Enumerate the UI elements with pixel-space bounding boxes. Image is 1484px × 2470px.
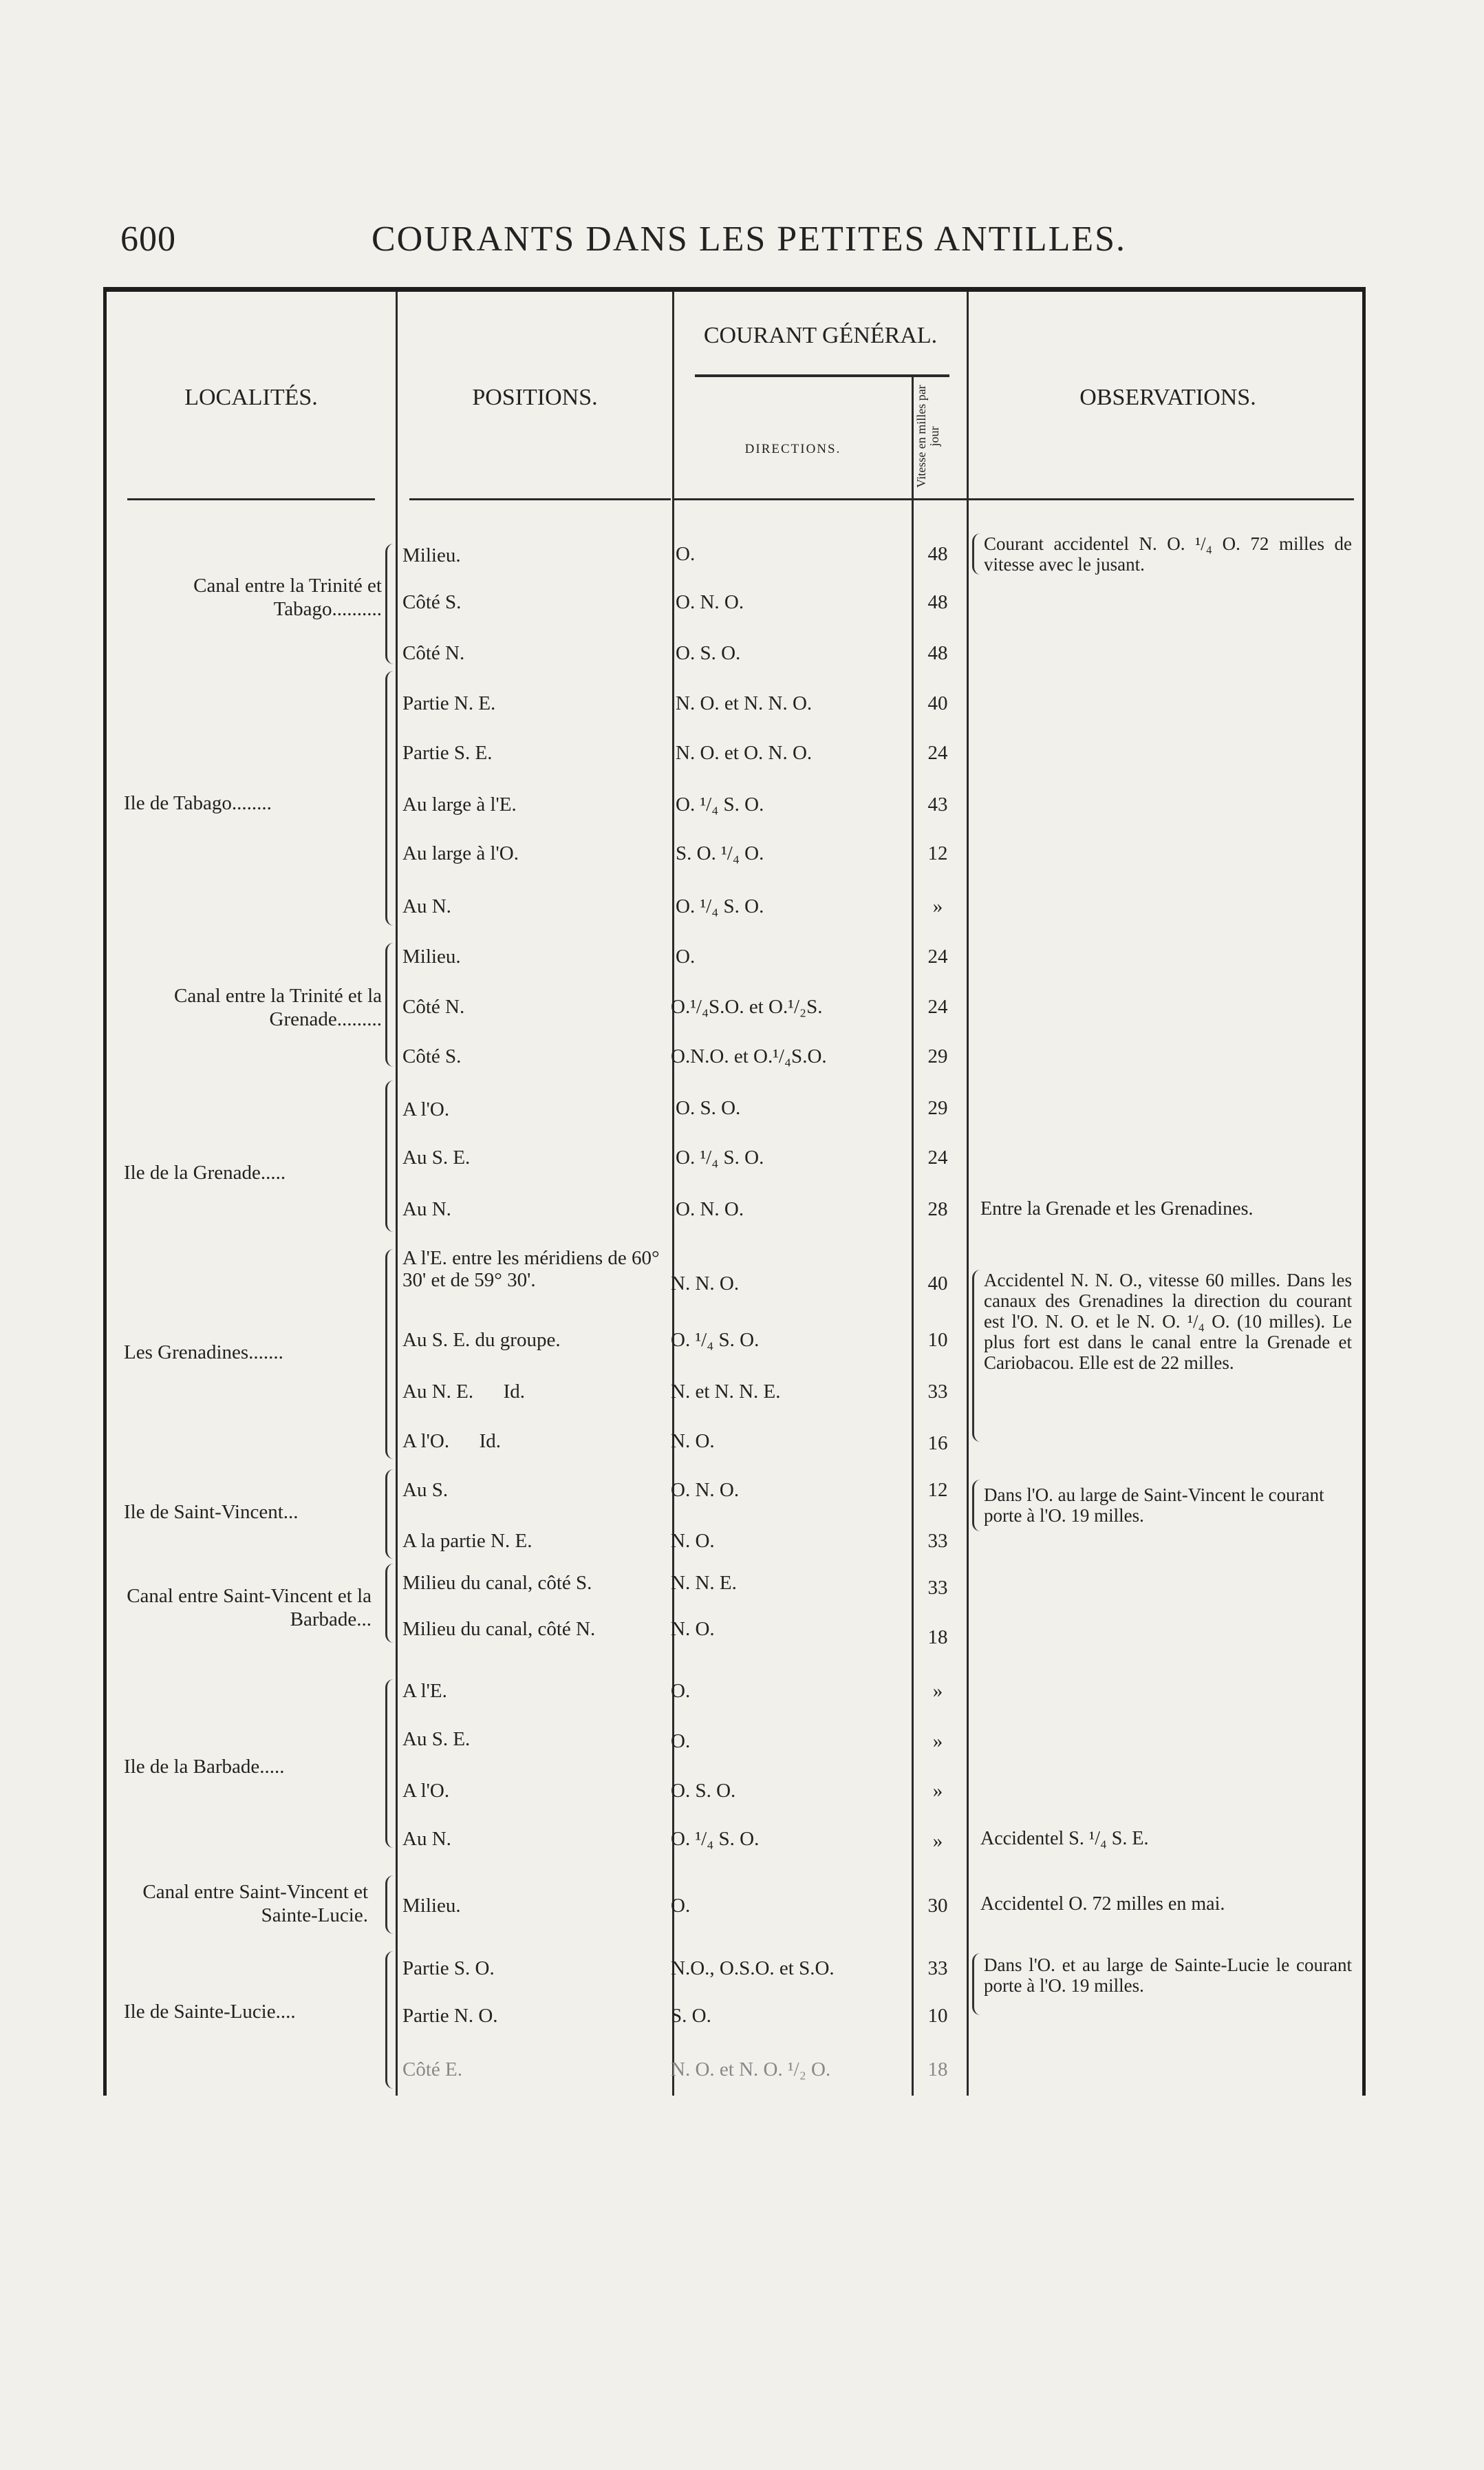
grouping-brace [385, 671, 394, 926]
position-cell: Partie S. O. [402, 1957, 495, 1979]
direction-cell: N. O. et O. N. O. [676, 742, 813, 764]
observation-text: Courant accidentel N. O. ¹/₄ O. 72 milles de vitesse avec le jusant. [984, 533, 1352, 575]
direction-cell: O. [671, 1680, 691, 1702]
direction-cell: O. [676, 946, 696, 968]
header-rule [969, 498, 1354, 500]
direction-cell: O. [671, 1730, 691, 1752]
position-cell: Milieu du canal, côté N. [402, 1618, 596, 1640]
position-cell: A l'O. [402, 1098, 450, 1120]
locality-label: Canal entre Saint-Vincent et la Barbade... [127, 1585, 372, 1630]
speed-cell: 24 [927, 742, 948, 764]
position-cell: Au S. E. [402, 1147, 471, 1169]
speed-cell: 10 [927, 1329, 948, 1351]
position-cell: Côté S. [402, 591, 462, 613]
position-cell: Côté S. [402, 1045, 462, 1067]
direction-cell: O. [676, 543, 696, 565]
position-cell: Au N. [402, 895, 451, 917]
locality-label: Ile de la Barbade..... [124, 1756, 285, 1778]
column-rule [672, 292, 674, 2096]
observation-brace [972, 1953, 980, 2015]
position-cell: A l'E. [402, 1680, 447, 1702]
grouping-brace [385, 943, 394, 1067]
page-number: 600 [120, 220, 176, 259]
column-rule [967, 292, 969, 2096]
position-cell: Milieu. [402, 1895, 461, 1917]
speed-cell: 28 [927, 1198, 948, 1220]
speed-cell: 16 [927, 1432, 948, 1454]
column-rule [396, 292, 398, 2096]
direction-cell: S. O. ¹/₄ O. [676, 842, 764, 864]
position-cell: Milieu du canal, côté S. [402, 1572, 592, 1594]
direction-cell: N. N. O. [671, 1273, 740, 1295]
locality-label: Canal entre la Trinité et la Grenade......... [173, 985, 382, 1030]
speed-cell: 24 [927, 996, 948, 1018]
direction-cell: N. O. et N. N. O. [676, 692, 813, 714]
speed-cell: 18 [927, 2058, 948, 2080]
direction-cell: O. N. O. [676, 591, 744, 613]
direction-cell: O. N. O. [676, 1198, 744, 1220]
speed-cell: 33 [927, 1530, 948, 1552]
speed-cell: 29 [927, 1045, 948, 1067]
speed-cell: » [932, 895, 943, 917]
locality-label: Canal entre la Trinité et Tabago.......... [193, 575, 382, 620]
observation-text: Accidentel N. N. O., vitesse 60 milles. Dans les canaux des Grenadines la direction du courant est l'O. N. O. et le N. O. ¹/₄ O. (10 milles). Le plus fort est dans le canal entre la Grenade et Cariobacou. Elle est de 22 milles. [984, 1270, 1352, 1373]
grouping-brace [385, 1875, 394, 1934]
direction-cell: O. ¹/₄ S. O. [676, 794, 764, 816]
position-cell: Partie N. E. [402, 692, 496, 714]
direction-cell: N. et N. N. E. [671, 1381, 781, 1403]
direction-cell: N. N. E. [671, 1572, 737, 1594]
direction-cell: S. O. [671, 2005, 711, 2027]
header-directions: DIRECTIONS. [744, 442, 841, 456]
position-cell: Milieu. [402, 544, 461, 566]
header-rule [674, 498, 912, 500]
position-cell: Partie S. E. [402, 742, 493, 764]
position-cell: Au N. E. Id. [402, 1381, 526, 1403]
observation-brace [972, 533, 980, 575]
grouping-brace [385, 1249, 394, 1459]
position-cell: Au S. E. du groupe. [402, 1329, 561, 1351]
page-header [120, 219, 1139, 267]
direction-cell: N.O., O.S.O. et S.O. [671, 1957, 835, 1979]
speed-cell: 33 [927, 1957, 948, 1979]
direction-cell: O.N.O. et O.¹/₄S.O. [671, 1045, 827, 1067]
speed-cell: 12 [927, 1479, 948, 1501]
locality-label: Ile de Tabago........ [124, 792, 272, 814]
position-cell: Côté N. [402, 996, 465, 1018]
speed-cell: » [932, 1680, 943, 1702]
direction-cell: N. O. et N. O. ¹/₂ O. [671, 2058, 831, 2080]
speed-cell: 33 [927, 1381, 948, 1403]
position-cell: Côté E. [402, 2058, 462, 2080]
direction-cell: N. O. [671, 1618, 715, 1640]
observation-text: Entre la Grenade et les Grenadines. [980, 1198, 1254, 1220]
direction-cell: O. S. O. [676, 1097, 741, 1119]
grouping-brace [385, 1564, 394, 1643]
position-cell: Milieu. [402, 946, 461, 968]
speed-cell: 40 [927, 1273, 948, 1295]
header-rule [127, 498, 375, 500]
speed-cell: » [932, 1830, 943, 1852]
speed-cell: » [932, 1780, 943, 1802]
position-cell: A l'O. Id. [402, 1430, 501, 1452]
direction-cell: N. O. [671, 1430, 715, 1452]
position-cell: Au N. [402, 1198, 451, 1220]
position-cell: A l'E. entre les méridiens de 60° 30' et de 59° 30'. [402, 1247, 660, 1291]
speed-cell: 33 [927, 1577, 948, 1599]
speed-cell: 48 [927, 591, 948, 613]
header-localites: LOCALITÉS. [184, 385, 318, 410]
speed-cell: 30 [927, 1895, 948, 1917]
position-cell: Partie N. O. [402, 2005, 498, 2027]
speed-cell: 43 [927, 794, 948, 816]
grouping-brace [385, 1679, 394, 1848]
position-cell: A la partie N. E. [402, 1530, 533, 1552]
direction-cell: O. [671, 1895, 691, 1917]
observation-brace [972, 1270, 980, 1442]
page-title: COURANTS DANS LES PETITES ANTILLES. [372, 220, 1127, 259]
header-positions: POSITIONS. [472, 385, 598, 410]
speed-cell: 40 [927, 692, 948, 714]
speed-cell: » [932, 1730, 943, 1752]
speed-cell: 18 [927, 1626, 948, 1648]
direction-cell: N. O. [671, 1530, 715, 1552]
direction-cell: O. ¹/₄ S. O. [671, 1828, 760, 1850]
direction-cell: O. ¹/₄ S. O. [676, 895, 764, 917]
grouping-brace [385, 1469, 394, 1559]
observation-text: Accidentel S. ¹/₄ S. E. [980, 1828, 1149, 1849]
grouping-brace [385, 1080, 394, 1232]
speed-cell: 10 [927, 2005, 948, 2027]
observation-text: Accidentel O. 72 milles en mai. [980, 1893, 1225, 1915]
observation-text: Dans l'O. au large de Saint-Vincent le courant porte à l'O. 19 milles. [984, 1484, 1324, 1526]
position-cell: Au large à l'O. [402, 842, 519, 864]
speed-cell: 12 [927, 842, 948, 864]
position-cell: Au S. [402, 1479, 449, 1501]
header-rule [914, 498, 967, 500]
grouping-brace [385, 544, 394, 664]
position-cell: Au N. [402, 1828, 451, 1850]
direction-cell: O. N. O. [671, 1479, 740, 1501]
speed-cell: 29 [927, 1097, 948, 1119]
speed-cell: 48 [927, 543, 948, 565]
direction-cell: O. ¹/₄ S. O. [676, 1147, 764, 1169]
direction-cell: O. ¹/₄ S. O. [671, 1329, 760, 1351]
header-rule [695, 374, 949, 377]
speed-cell: 24 [927, 1147, 948, 1169]
position-cell: Côté N. [402, 642, 465, 664]
locality-label: Ile de Sainte-Lucie.... [124, 2001, 296, 2023]
header-observations: OBSERVATIONS. [1079, 385, 1256, 410]
direction-cell: O.¹/₄S.O. et O.¹/₂S. [671, 996, 823, 1018]
observation-text: Dans l'O. et au large de Sainte-Lucie le courant porte à l'O. 19 milles. [984, 1955, 1352, 1996]
locality-label: Ile de Saint-Vincent... [124, 1501, 299, 1523]
position-cell: Au S. E. [402, 1728, 471, 1750]
direction-cell: O. S. O. [671, 1780, 736, 1802]
header-courant-general: COURANT GÉNÉRAL. [703, 323, 938, 348]
header-vitesse: Vitesse en milles par jour [914, 385, 941, 488]
locality-label: Les Grenadines....... [124, 1341, 283, 1363]
observation-brace [972, 1480, 980, 1531]
header-rule [409, 498, 671, 500]
grouping-brace [385, 1951, 394, 2089]
speed-cell: 48 [927, 642, 948, 664]
locality-label: Canal entre Saint-Vincent et Sainte-Lucie. [142, 1881, 368, 1926]
direction-cell: O. S. O. [676, 642, 741, 664]
speed-cell: 24 [927, 946, 948, 968]
position-cell: A l'O. [402, 1780, 450, 1802]
position-cell: Au large à l'E. [402, 794, 517, 816]
locality-label: Ile de la Grenade..... [124, 1162, 286, 1184]
